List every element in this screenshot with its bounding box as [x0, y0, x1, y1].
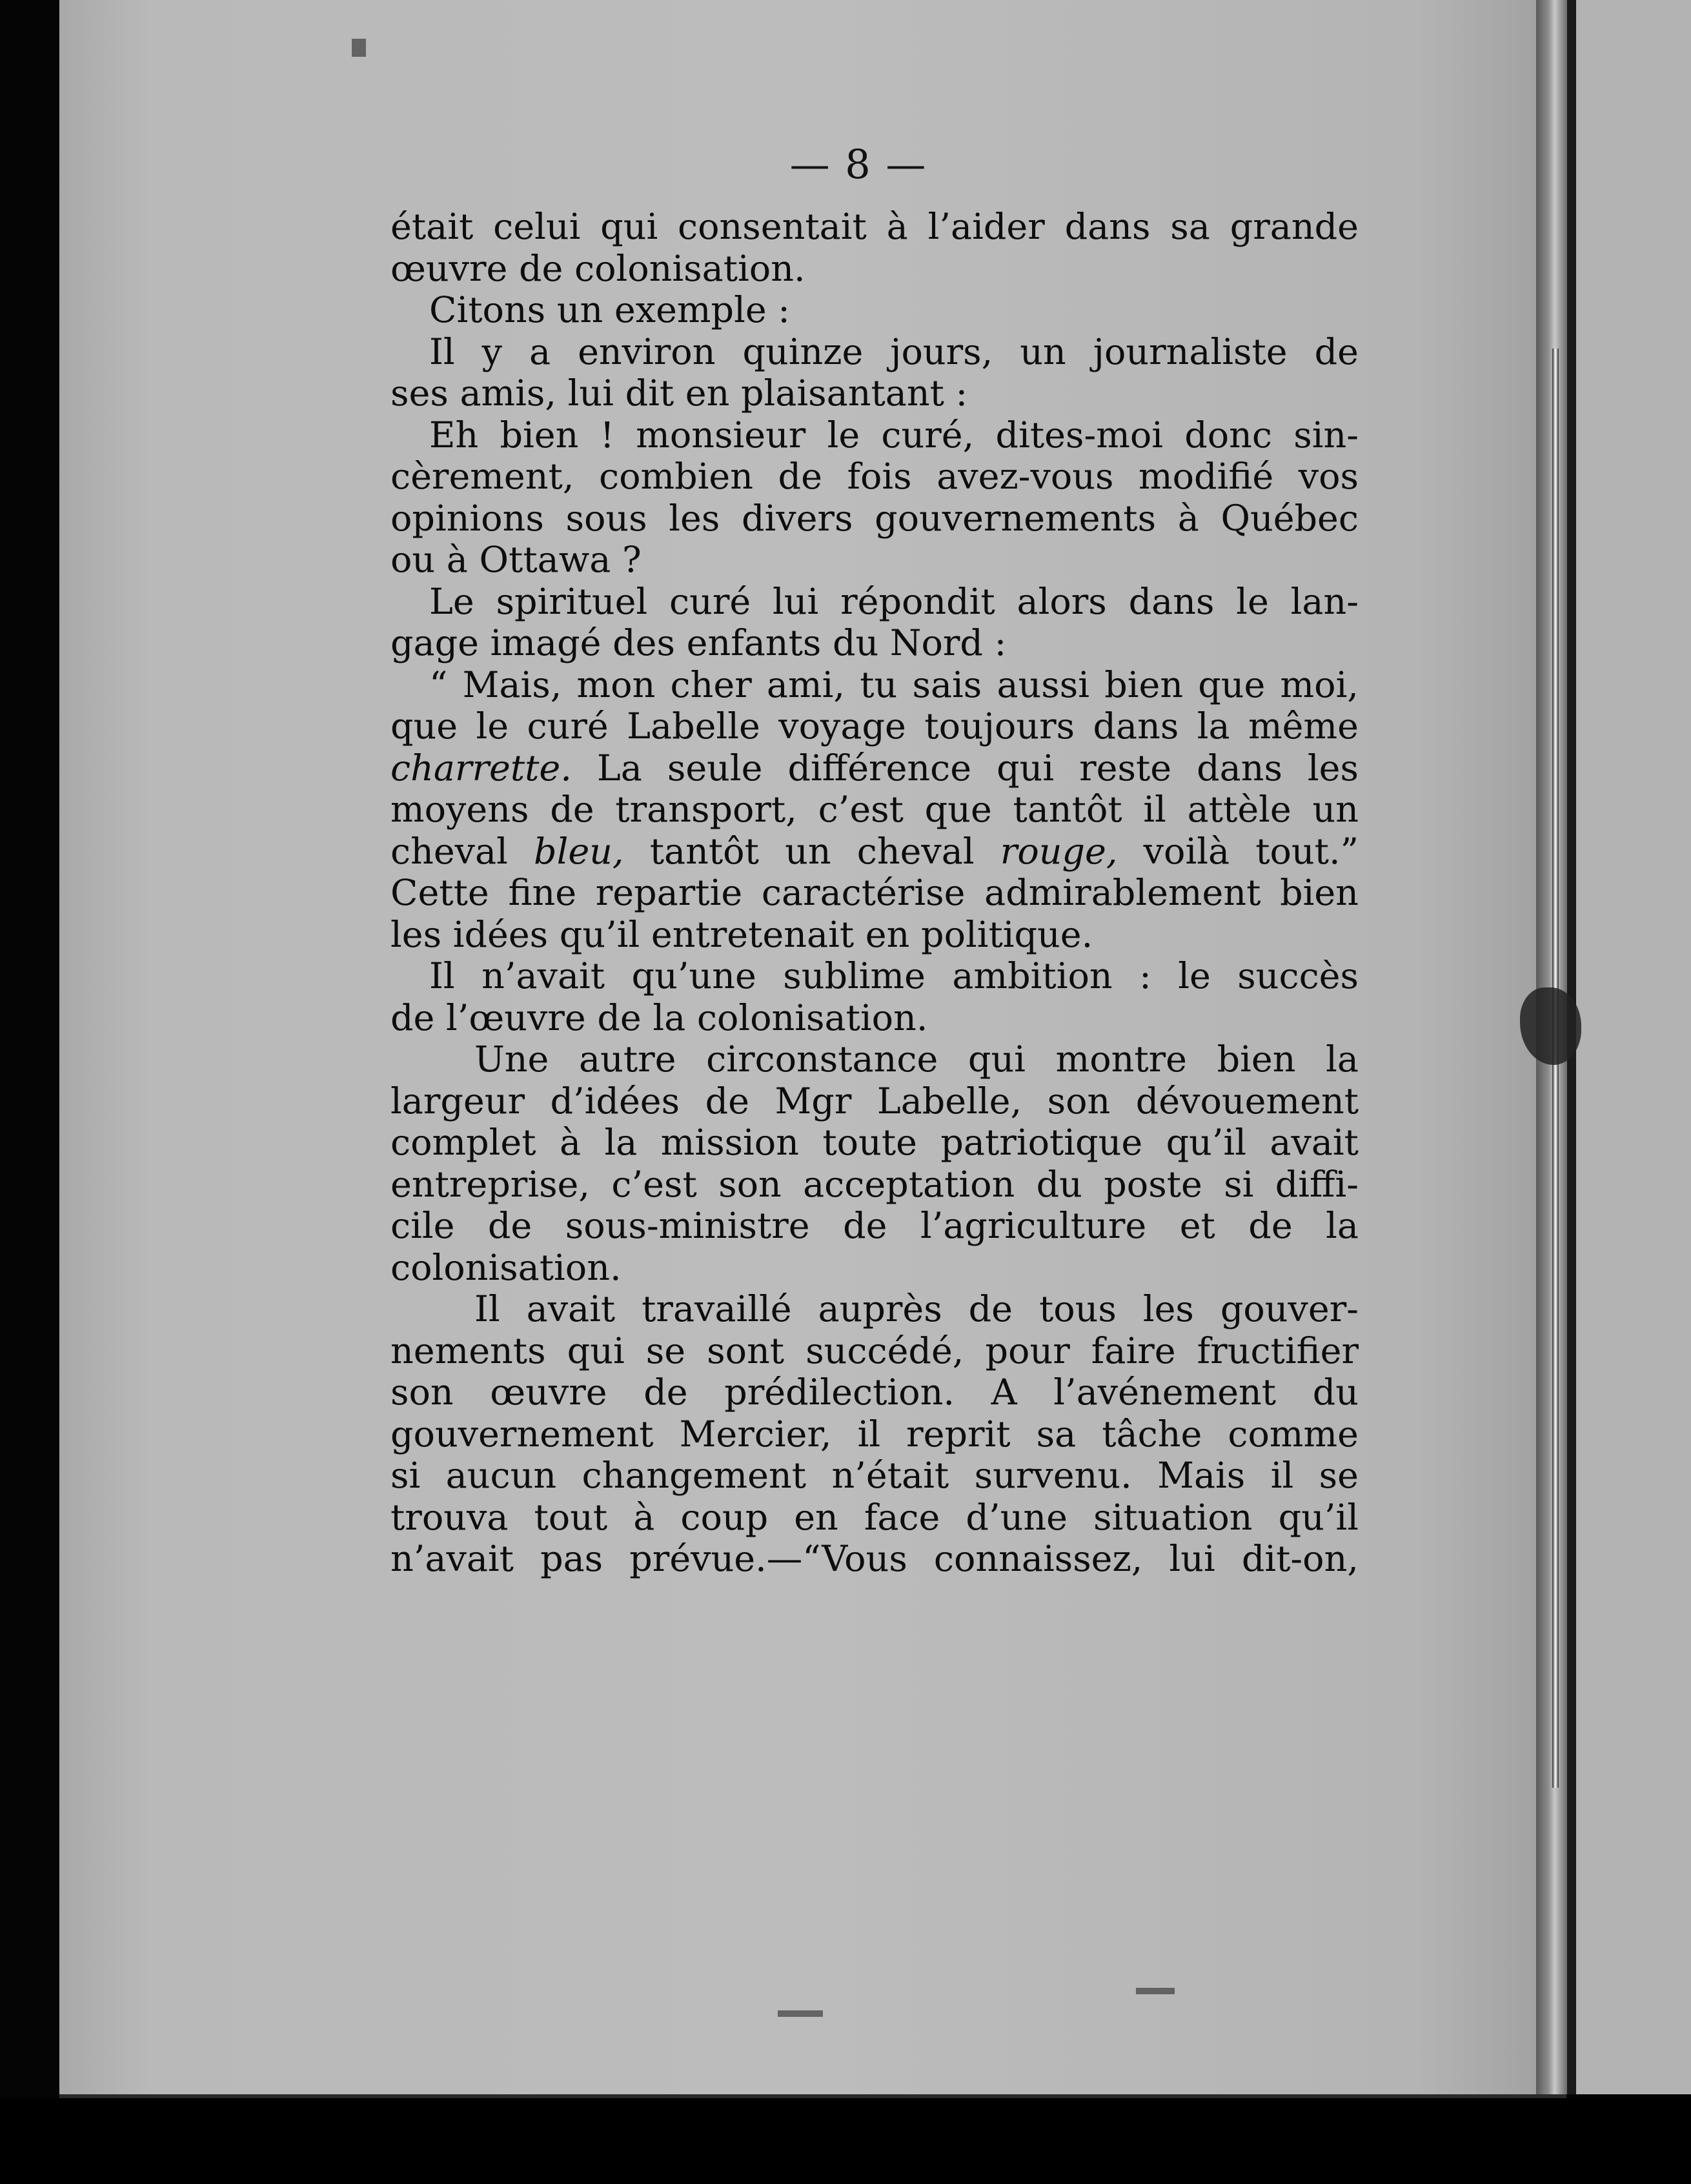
text-line: moyens de transport, c’est que tantôt il attèle un	[390, 789, 1359, 831]
text-span: tantôt un cheval	[623, 830, 1000, 873]
text-line: cèrement, combien de fois avez-vous modifié vos	[390, 456, 1359, 498]
speck	[778, 2010, 823, 2017]
text-line: entreprise, c’est son acceptation du poste si diffi-	[390, 1163, 1359, 1206]
text-line: Il y a environ quinze jours, un journaliste de	[429, 330, 1359, 373]
text-line: Il n’avait qu’une sublime ambition : le succès	[429, 955, 1359, 997]
text-line: si aucun changement n’était survenu. Mais il se	[390, 1455, 1359, 1497]
text-line: que le curé Labelle voyage toujours dans la même	[390, 705, 1359, 747]
text-line: Il avait travaillé auprès de tous les gouver-	[474, 1288, 1359, 1330]
text-line: Le spirituel curé lui répondit alors dans le lan-	[429, 580, 1359, 623]
text-line: son œuvre de prédilection. A l’avénement du	[390, 1371, 1359, 1413]
text-line: nements qui se sont succédé, pour faire fructifier	[390, 1330, 1359, 1372]
text-span: cheval	[390, 830, 534, 873]
text-line: était celui qui consentait à l’aider dans sa grande	[390, 206, 1359, 248]
text-line: Une autre circonstance qui montre bien la	[474, 1038, 1359, 1080]
text-line: les idées qu’il entretenait en politique.	[390, 913, 1093, 956]
speck	[352, 39, 366, 57]
text-span: voilà tout.”	[1117, 830, 1359, 873]
text-line: ses amis, lui dit en plaisantant :	[390, 372, 968, 414]
text-line: opinions sous les divers gouvernements à Québec	[390, 497, 1359, 540]
text-line: Eh bien ! monsieur le curé, dites-moi donc sin-	[429, 414, 1359, 456]
text-line: Cette fine repartie caractérise admirablement bien	[390, 872, 1359, 914]
italic-word: charrette.	[390, 747, 572, 789]
text-line: colonisation.	[390, 1246, 622, 1289]
body-text	[390, 207, 1359, 1581]
text-span: La seule différence qui reste dans les	[571, 747, 1359, 789]
italic-word: rouge,	[1000, 830, 1118, 873]
page-number: — 8 —	[789, 141, 927, 188]
text-line: ou à Ottawa ?	[390, 539, 642, 581]
text-line: cile de sous-ministre de l’agriculture et de la	[390, 1205, 1359, 1247]
text-line: largeur d’idées de Mgr Labelle, son dévouement	[390, 1080, 1359, 1122]
binding-thread	[1552, 349, 1559, 1788]
speck	[1136, 1988, 1175, 1994]
text-line: “ Mais, mon cher ami, tu sais aussi bien que moi,	[429, 663, 1359, 706]
text-line: gage imagé des enfants du Nord :	[390, 622, 1007, 664]
text-line: Citons un exemple :	[429, 289, 791, 331]
text-line: de l’œuvre de la colonisation.	[390, 996, 928, 1039]
text-line	[390, 831, 1359, 873]
text-line: n’avait pas prévue.—“Vous connaissez, lui dit-on,	[390, 1538, 1359, 1580]
text-line: trouva tout à coup en face d’une situation qu’il	[390, 1496, 1359, 1539]
text-line: œuvre de colonisation.	[390, 247, 805, 290]
text-line: gouvernement Mercier, il reprit sa tâche comme	[390, 1413, 1359, 1455]
facing-page	[1567, 0, 1691, 2094]
text-line: complet à la mission toute patriotique qu’il avait	[390, 1122, 1359, 1164]
scan-bottom-border	[0, 2098, 1691, 2184]
italic-word: bleu,	[534, 830, 624, 873]
text-line	[390, 748, 1359, 790]
